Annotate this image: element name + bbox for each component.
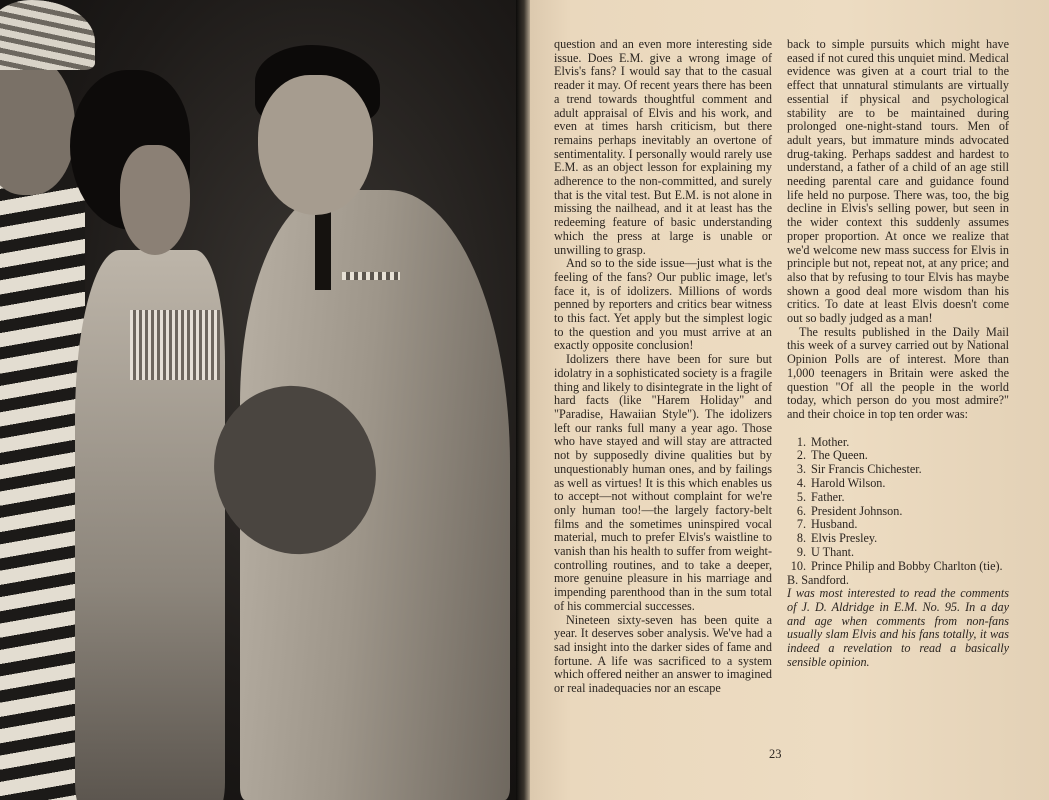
list-item: 4. Harold Wilson. [796, 476, 886, 491]
list-item: 2. The Queen. [796, 448, 868, 463]
paragraph: back to simple pursuits which might have eased if not cured this unquiet mind. Medical evidence was given at a court trial to the effect that unnatural stimulants are virtually essential if physical and psychological stability are to be maintained during prolonged one-night-stand tours. Men of adult years, but immature minds advocated drug-taking. Perhaps saddest and hardest to understand, a father of a child of an age still needing parental care and guidance found life held no purpose. There was, too, the big decline in Elvis's selling power, but seen in the wider context this suddenly assumes proper proportion. At once we realize that we'd welcome new mass success for Elvis in principle but not, repeat not, at any price; and also that by refusing to tour Elvis has maybe shown a good deal more wisdom than his critics. To date at least Elvis doesn't come out so badly judged as a man! [787, 37, 1010, 326]
striped-cap [0, 0, 95, 70]
text-column-left [554, 38, 772, 696]
film-still-photo [0, 0, 524, 800]
striped-shirt-figure [0, 180, 85, 800]
paragraph: The results published in the Daily Mail this week of a survey carried out by National Opinion Polls are of interest. More than 1,000 teenagers in Britain were asked the question "Of all the people in the world today, which person do you most admire?" and their choice in top ten order was: [787, 324, 1009, 421]
man-head [0, 55, 75, 195]
list-item: 9. U Thant. [796, 545, 855, 560]
page-number: 23 [769, 747, 782, 761]
paragraph: And so to the side issue—just what is the feeling of the fans? Our public image, let's face it, is of idolizers. Millions of words penned by reporters and critics bear witness to this fact. Yet apply but the simplest logic to the question and you must arrive at an exactly opposite conclusion! [554, 256, 772, 353]
list-item: 6. President Johnson. [796, 503, 903, 518]
woman-face [120, 145, 190, 255]
sailor-head [258, 75, 373, 215]
list-item: 7. Husband. [796, 517, 858, 532]
uniform-tie [315, 205, 331, 290]
paragraph: question and an even more interesting side issue. Does E.M. give a wrong image of Elvis's fans? I would say that to the casual reader it may. Of recent years there has been a trend towards thoughtful comment and adult appraisal of Elvis and his work, and even at times harsh criticism, but there remains perhaps inevitably an overtone of sentimentality. I personally would rarely use E.M. as an object lesson for explaining my adherence to the non-committed, and surely that is the vital test. But E.M. is not alone in missing the nailhead, and it at least has the redeeming feature of basic understanding which the press at large is unable or unwilling to grasp. [554, 37, 772, 257]
dress-fringe [130, 310, 220, 380]
editor-reply: I was most interested to read the comments of J. D. Aldridge in E.M. No. 95. In a day and age when comments from non-fans usually slam Elvis and his fans totally, it was indeed a revelation to read a basically sensible opinion. [787, 586, 1009, 669]
list-item: 3. Sir Francis Chichester. [796, 462, 922, 477]
list-item: 1. Mother. [796, 434, 850, 449]
top-ten-list [787, 436, 1009, 574]
letter-signature: B. Sandford. [787, 572, 849, 587]
paragraph: Nineteen sixty-seven has been quite a year. It deserves sober analysis. We've had a sad insight into the darker sides of fame and fortune. A life was sacrificed to a system which offered neither an answer to imagined or real inadequacies nor an escape [554, 612, 772, 696]
text-column-right [787, 38, 1009, 670]
list-item: 10. Prince Philip and Bobby Charlton (tie). [790, 558, 1003, 573]
medal-ribbon [342, 272, 400, 280]
list-item: 8. Elvis Presley. [796, 531, 878, 546]
list-item: 5. Father. [796, 489, 845, 504]
text-page [530, 0, 1049, 800]
paragraph: Idolizers there have been for sure but idolatry in a sophisticated society is a fragile thing and likely to disintegrate in the light of hard facts (like "Harem Holiday" and "Paradise, Hawaiian Style"). The idolizers left our ranks full many a year ago. Those who have stayed and will stay are attracted not by supposedly divine qualities but by unquestionably human ones, and by failings as well as virtues! It is this which enables us to accept—not without complaint for we're only human too!—the largely factory-belt films and the sometimes uninspired vocal material, much to prefer Elvis's waistline to vanish than his health to suffer from weight-controlling routines, and to take a deeper, more genuine pleasure in his marriage and impending parenthood than in the sum total of his commercial successes. [554, 352, 772, 613]
